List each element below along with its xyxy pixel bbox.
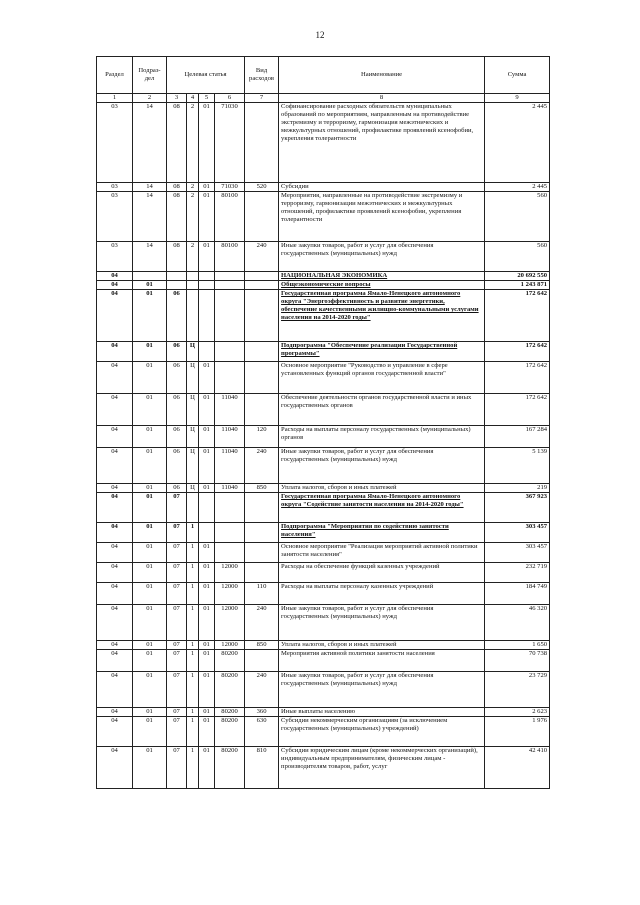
table-row — [97, 523, 550, 543]
sum-cell: 367 923 — [485, 493, 550, 523]
sum-cell: 560 — [485, 242, 550, 272]
program-code-cell: 06 — [167, 448, 187, 484]
podrazdel-cell: 01 — [133, 543, 167, 563]
program-code-cell: 07 — [167, 650, 187, 672]
direction-code-cell: 80100 — [215, 192, 245, 242]
sum-cell: 303 457 — [485, 523, 550, 543]
col-num: 4 — [187, 94, 199, 103]
podrazdel-cell: 01 — [133, 605, 167, 641]
program-code-cell: 07 — [167, 563, 187, 583]
event-code-cell: 01 — [199, 484, 215, 493]
sum-cell: 20 692 550 — [485, 272, 550, 281]
subprogram-code-cell: 1 — [187, 563, 199, 583]
expense-type-cell — [245, 342, 279, 362]
direction-code-cell: 71030 — [215, 183, 245, 192]
table-row — [97, 747, 550, 789]
table-row — [97, 103, 550, 183]
subprogram-code-cell: 1 — [187, 708, 199, 717]
expense-type-cell: 630 — [245, 717, 279, 747]
event-code-cell — [199, 281, 215, 290]
razdel-cell: 04 — [97, 342, 133, 362]
expense-type-cell — [245, 290, 279, 342]
direction-code-cell — [215, 290, 245, 342]
expense-type-cell — [245, 281, 279, 290]
table-row — [97, 605, 550, 641]
subprogram-code-cell — [187, 493, 199, 523]
expense-type-cell — [245, 272, 279, 281]
podrazdel-cell: 01 — [133, 426, 167, 448]
razdel-cell: 04 — [97, 650, 133, 672]
subprogram-code-cell: 1 — [187, 641, 199, 650]
razdel-cell: 04 — [97, 484, 133, 493]
sum-cell: 46 320 — [485, 605, 550, 641]
expense-type-cell — [245, 543, 279, 563]
sum-cell: 560 — [485, 192, 550, 242]
podrazdel-cell: 14 — [133, 183, 167, 192]
program-code-cell: 07 — [167, 493, 187, 523]
event-code-cell: 01 — [199, 747, 215, 789]
expense-type-cell: 850 — [245, 484, 279, 493]
col-num: 9 — [485, 94, 550, 103]
razdel-cell: 04 — [97, 641, 133, 650]
name-cell: Подпрограмма "Мероприятия по содействию занятости населения" — [279, 523, 485, 543]
name-cell: Иные закупки товаров, работ и услуг для обеспечения государственных (муниципальных) нужд — [279, 605, 485, 641]
name-cell: Уплата налогов, сборов и иных платежей — [279, 641, 485, 650]
direction-code-cell: 12000 — [215, 641, 245, 650]
razdel-cell: 03 — [97, 242, 133, 272]
event-code-cell — [199, 342, 215, 362]
subprogram-code-cell — [187, 290, 199, 342]
podrazdel-cell: 01 — [133, 290, 167, 342]
name-cell: Государственная программа Ямало-Ненецкого автономного округа "Содействие занятости населения на 2014-2020 годы" — [279, 493, 485, 523]
direction-code-cell — [215, 281, 245, 290]
event-code-cell: 01 — [199, 362, 215, 394]
razdel-cell: 04 — [97, 717, 133, 747]
subprogram-code-cell: 1 — [187, 747, 199, 789]
event-code-cell — [199, 523, 215, 543]
expense-type-cell: 110 — [245, 583, 279, 605]
podrazdel-cell: 01 — [133, 708, 167, 717]
sum-cell: 172 642 — [485, 290, 550, 342]
subprogram-code-cell: 1 — [187, 717, 199, 747]
podrazdel-cell: 01 — [133, 523, 167, 543]
table-row — [97, 484, 550, 493]
sum-cell: 1 976 — [485, 717, 550, 747]
subprogram-code-cell: Ц — [187, 448, 199, 484]
subprogram-code-cell: 2 — [187, 103, 199, 183]
event-code-cell: 01 — [199, 650, 215, 672]
sum-cell: 172 642 — [485, 394, 550, 426]
name-cell: Иные выплаты населению — [279, 708, 485, 717]
sum-cell: 184 749 — [485, 583, 550, 605]
header-name: Наименование — [279, 57, 485, 94]
subprogram-code-cell: Ц — [187, 342, 199, 362]
table-row — [97, 342, 550, 362]
subprogram-code-cell: 2 — [187, 242, 199, 272]
razdel-cell: 04 — [97, 583, 133, 605]
razdel-cell: 04 — [97, 426, 133, 448]
program-code-cell — [167, 281, 187, 290]
podrazdel-cell: 01 — [133, 583, 167, 605]
event-code-cell: 01 — [199, 394, 215, 426]
razdel-cell: 04 — [97, 493, 133, 523]
table-row — [97, 650, 550, 672]
table-row — [97, 290, 550, 342]
expense-type-cell — [245, 394, 279, 426]
table-row — [97, 448, 550, 484]
program-code-cell: 07 — [167, 708, 187, 717]
name-cell: Мероприятия, направленные на противодействие экстремизму и терроризму, гармонизации межэтнических и межкультурных отношений, профилактике проявлений ксенофобии, укрепления толерантности — [279, 192, 485, 242]
column-number-row — [97, 94, 550, 103]
podrazdel-cell: 01 — [133, 672, 167, 708]
sum-cell: 70 738 — [485, 650, 550, 672]
expense-type-cell: 240 — [245, 448, 279, 484]
direction-code-cell: 12000 — [215, 563, 245, 583]
name-cell: Обеспечение деятельности органов государственной власти и иных государственных органов — [279, 394, 485, 426]
direction-code-cell: 80200 — [215, 717, 245, 747]
sum-cell: 303 457 — [485, 543, 550, 563]
expense-type-cell — [245, 650, 279, 672]
razdel-cell: 04 — [97, 543, 133, 563]
subprogram-code-cell: Ц — [187, 394, 199, 426]
direction-code-cell: 80100 — [215, 242, 245, 272]
podrazdel-cell: 14 — [133, 242, 167, 272]
table-row — [97, 543, 550, 563]
podrazdel-cell: 01 — [133, 650, 167, 672]
sum-cell: 172 642 — [485, 362, 550, 394]
name-cell: Мероприятия активной политики занятости населения — [279, 650, 485, 672]
name-cell: Общеэкономические вопросы — [279, 281, 485, 290]
subprogram-code-cell: 2 — [187, 192, 199, 242]
header-podrazdel: Подраз-дел — [133, 57, 167, 94]
subprogram-code-cell: 1 — [187, 672, 199, 708]
program-code-cell: 07 — [167, 605, 187, 641]
direction-code-cell: 80200 — [215, 650, 245, 672]
direction-code-cell: 12000 — [215, 605, 245, 641]
header-vid: Вид расходов — [245, 57, 279, 94]
expense-type-cell: 120 — [245, 426, 279, 448]
expense-type-cell: 520 — [245, 183, 279, 192]
event-code-cell: 01 — [199, 183, 215, 192]
razdel-cell: 04 — [97, 708, 133, 717]
page-number: 12 — [315, 30, 325, 40]
sum-cell: 2 445 — [485, 103, 550, 183]
expense-type-cell: 810 — [245, 747, 279, 789]
name-cell: Софинансирование расходных обязательств муниципальных образований по мероприятиям, направленным на противодействие экстремизму и терроризму, гармонизация межэтнических и межкультурных отношений, профилактике проявлений ксенофобии, укрепления толерантности — [279, 103, 485, 183]
direction-code-cell: 11040 — [215, 484, 245, 493]
sum-cell: 23 729 — [485, 672, 550, 708]
expense-type-cell — [245, 523, 279, 543]
razdel-cell: 04 — [97, 290, 133, 342]
podrazdel-cell: 01 — [133, 717, 167, 747]
name-cell: Расходы на выплаты персоналу казенных учреждений — [279, 583, 485, 605]
name-cell: Основное мероприятие "Руководство и управление в сфере установленных функций органов государственной власти" — [279, 362, 485, 394]
event-code-cell: 01 — [199, 448, 215, 484]
name-cell: Уплата налогов, сборов и иных платежей — [279, 484, 485, 493]
sum-cell: 5 139 — [485, 448, 550, 484]
razdel-cell: 04 — [97, 523, 133, 543]
podrazdel-cell: 01 — [133, 747, 167, 789]
direction-code-cell — [215, 342, 245, 362]
razdel-cell: 03 — [97, 103, 133, 183]
expense-type-cell — [245, 493, 279, 523]
name-cell: Подпрограмма "Обеспечение реализации Государственной программы" — [279, 342, 485, 362]
table-row — [97, 641, 550, 650]
event-code-cell: 01 — [199, 426, 215, 448]
name-cell: Субсидии юридическим лицам (кроме некоммерческих организаций), индивидуальным предпринимателям, физическим лицам - производителям товаров, работ, услуг — [279, 747, 485, 789]
event-code-cell: 01 — [199, 717, 215, 747]
expense-type-cell — [245, 362, 279, 394]
subprogram-code-cell: Ц — [187, 484, 199, 493]
expense-type-cell: 240 — [245, 605, 279, 641]
col-num: 8 — [279, 94, 485, 103]
sum-cell: 172 642 — [485, 342, 550, 362]
podrazdel-cell: 01 — [133, 493, 167, 523]
table-row — [97, 563, 550, 583]
sum-cell: 2 623 — [485, 708, 550, 717]
razdel-cell: 04 — [97, 362, 133, 394]
subprogram-code-cell — [187, 272, 199, 281]
table-row — [97, 672, 550, 708]
podrazdel-cell: 14 — [133, 103, 167, 183]
col-num: 6 — [215, 94, 245, 103]
razdel-cell: 04 — [97, 563, 133, 583]
razdel-cell: 04 — [97, 747, 133, 789]
event-code-cell: 01 — [199, 605, 215, 641]
program-code-cell: 07 — [167, 543, 187, 563]
direction-code-cell: 11040 — [215, 394, 245, 426]
sum-cell: 232 719 — [485, 563, 550, 583]
event-code-cell — [199, 493, 215, 523]
program-code-cell: 07 — [167, 747, 187, 789]
subprogram-code-cell: 1 — [187, 543, 199, 563]
table-row — [97, 394, 550, 426]
header-row — [97, 57, 550, 94]
event-code-cell: 01 — [199, 672, 215, 708]
event-code-cell: 01 — [199, 583, 215, 605]
program-code-cell: 07 — [167, 523, 187, 543]
event-code-cell: 01 — [199, 641, 215, 650]
header-razdel: Раздел — [97, 57, 133, 94]
direction-code-cell — [215, 543, 245, 563]
podrazdel-cell: 01 — [133, 281, 167, 290]
podrazdel-cell: 01 — [133, 448, 167, 484]
table-row — [97, 717, 550, 747]
direction-code-cell: 80200 — [215, 708, 245, 717]
program-code-cell: 06 — [167, 426, 187, 448]
table-row — [97, 493, 550, 523]
podrazdel-cell: 01 — [133, 641, 167, 650]
subprogram-code-cell: 2 — [187, 183, 199, 192]
program-code-cell: 08 — [167, 242, 187, 272]
expense-type-cell — [245, 103, 279, 183]
subprogram-code-cell: Ц — [187, 362, 199, 394]
razdel-cell: 04 — [97, 272, 133, 281]
table-row — [97, 583, 550, 605]
subprogram-code-cell: 1 — [187, 605, 199, 641]
podrazdel-cell: 01 — [133, 484, 167, 493]
name-cell: Иные закупки товаров, работ и услуг для обеспечения государственных (муниципальных) нужд — [279, 242, 485, 272]
program-code-cell: 06 — [167, 342, 187, 362]
table-row — [97, 426, 550, 448]
direction-code-cell — [215, 523, 245, 543]
event-code-cell — [199, 290, 215, 342]
program-code-cell: 08 — [167, 103, 187, 183]
table-row — [97, 192, 550, 242]
header-sum: Сумма — [485, 57, 550, 94]
direction-code-cell: 11040 — [215, 448, 245, 484]
direction-code-cell: 80200 — [215, 672, 245, 708]
program-code-cell: 08 — [167, 192, 187, 242]
expense-type-cell: 850 — [245, 641, 279, 650]
direction-code-cell: 12000 — [215, 583, 245, 605]
program-code-cell: 06 — [167, 394, 187, 426]
budget-table — [96, 56, 550, 789]
program-code-cell: 06 — [167, 484, 187, 493]
razdel-cell: 04 — [97, 394, 133, 426]
razdel-cell: 03 — [97, 183, 133, 192]
event-code-cell: 01 — [199, 192, 215, 242]
expense-type-cell — [245, 192, 279, 242]
name-cell: НАЦИОНАЛЬНАЯ ЭКОНОМИКА — [279, 272, 485, 281]
podrazdel-cell: 01 — [133, 563, 167, 583]
event-code-cell: 01 — [199, 543, 215, 563]
razdel-cell: 04 — [97, 672, 133, 708]
name-cell: Расходы на выплаты персоналу государственных (муниципальных) органов — [279, 426, 485, 448]
program-code-cell: 06 — [167, 362, 187, 394]
program-code-cell: 08 — [167, 183, 187, 192]
name-cell: Расходы на обеспечение функций казенных учреждений — [279, 563, 485, 583]
subprogram-code-cell: 1 — [187, 650, 199, 672]
name-cell: Иные закупки товаров, работ и услуг для обеспечения государственных (муниципальных) нужд — [279, 672, 485, 708]
table-body — [97, 103, 550, 789]
expense-type-cell — [245, 563, 279, 583]
sum-cell: 167 284 — [485, 426, 550, 448]
podrazdel-cell: 01 — [133, 342, 167, 362]
event-code-cell: 01 — [199, 242, 215, 272]
program-code-cell: 07 — [167, 717, 187, 747]
sum-cell: 219 — [485, 484, 550, 493]
expense-type-cell: 360 — [245, 708, 279, 717]
col-num: 5 — [199, 94, 215, 103]
event-code-cell: 01 — [199, 103, 215, 183]
col-num: 2 — [133, 94, 167, 103]
name-cell: Основное мероприятие "Реализация мероприятий активной политики занятости населения" — [279, 543, 485, 563]
direction-code-cell: 71030 — [215, 103, 245, 183]
col-num: 1 — [97, 94, 133, 103]
table-row — [97, 272, 550, 281]
razdel-cell: 04 — [97, 605, 133, 641]
program-code-cell: 07 — [167, 672, 187, 708]
direction-code-cell: 11040 — [215, 426, 245, 448]
sum-cell: 1 243 871 — [485, 281, 550, 290]
direction-code-cell: 80200 — [215, 747, 245, 789]
sum-cell: 42 410 — [485, 747, 550, 789]
name-cell: Иные закупки товаров, работ и услуг для обеспечения государственных (муниципальных) нужд — [279, 448, 485, 484]
subprogram-code-cell: 1 — [187, 523, 199, 543]
expense-type-cell: 240 — [245, 242, 279, 272]
event-code-cell: 01 — [199, 708, 215, 717]
name-cell: Государственная программа Ямало-Ненецкого автономного округа "Энергоэффективность и развитие энергетики, обеспечение качественными жилищно-коммунальными услугами населения на 2014-2020 годы" — [279, 290, 485, 342]
col-num: 7 — [245, 94, 279, 103]
header-celevaya: Целевая статья — [167, 57, 245, 94]
table-row — [97, 242, 550, 272]
sum-cell: 1 650 — [485, 641, 550, 650]
podrazdel-cell — [133, 272, 167, 281]
sum-cell: 2 445 — [485, 183, 550, 192]
table-row — [97, 183, 550, 192]
col-num: 3 — [167, 94, 187, 103]
program-code-cell: 07 — [167, 641, 187, 650]
program-code-cell: 07 — [167, 583, 187, 605]
direction-code-cell — [215, 493, 245, 523]
direction-code-cell — [215, 272, 245, 281]
expense-type-cell: 240 — [245, 672, 279, 708]
event-code-cell — [199, 272, 215, 281]
podrazdel-cell: 01 — [133, 362, 167, 394]
razdel-cell: 04 — [97, 448, 133, 484]
razdel-cell: 03 — [97, 192, 133, 242]
name-cell: Субсидии — [279, 183, 485, 192]
podrazdel-cell: 14 — [133, 192, 167, 242]
table-row — [97, 708, 550, 717]
podrazdel-cell: 01 — [133, 394, 167, 426]
subprogram-code-cell: 1 — [187, 583, 199, 605]
direction-code-cell — [215, 362, 245, 394]
subprogram-code-cell — [187, 281, 199, 290]
program-code-cell: 06 — [167, 290, 187, 342]
table-row — [97, 362, 550, 394]
event-code-cell: 01 — [199, 563, 215, 583]
subprogram-code-cell: Ц — [187, 426, 199, 448]
razdel-cell: 04 — [97, 281, 133, 290]
table-row — [97, 281, 550, 290]
name-cell: Субсидии некоммерческим организациям (за исключением государственных (муниципальных) учреждений) — [279, 717, 485, 747]
program-code-cell — [167, 272, 187, 281]
